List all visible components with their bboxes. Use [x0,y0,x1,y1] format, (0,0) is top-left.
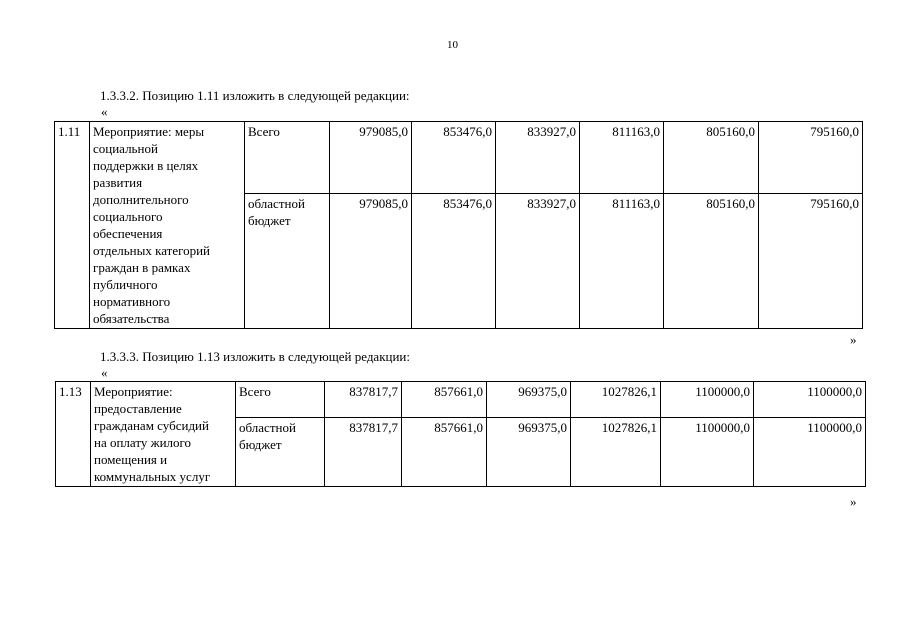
funding-source-budget [245,193,330,329]
budget-value: 833927,0 [496,193,580,329]
event-line: дополнительного [93,192,189,207]
event-line: предоставление [94,401,182,416]
budget-value: 1027826,1 [571,418,661,487]
budget-value: 857661,0 [402,418,487,487]
position-code: 1.11 [55,122,90,329]
event-line: социального [93,209,163,224]
event-line: гражданам субсидий [94,418,209,433]
event-line: поддержки в целях [93,158,199,173]
table-row [56,382,866,418]
event-line: обеспечения [93,226,163,241]
funding-source-total: Всего [236,382,325,418]
event-line: социальной [93,141,158,156]
total-value: 969375,0 [487,382,571,418]
closing-quote: » [850,494,857,509]
table-row [55,122,863,194]
budget-label-line: областной [239,420,296,436]
budget-value: 1100000,0 [661,418,754,487]
total-value: 805160,0 [664,122,759,194]
event-description [91,382,236,487]
total-value: 1027826,1 [571,382,661,418]
event-line: граждан в рамках [93,260,191,275]
budget-label-line: бюджет [248,212,291,228]
event-description [90,122,245,329]
event-line: нормативного [93,294,171,309]
total-value: 857661,0 [402,382,487,418]
budget-label-line: областной [248,195,305,211]
position-table-1-13 [55,381,866,487]
event-line: Мероприятие: меры [93,124,205,139]
opening-quote: « [101,365,108,380]
event-line: помещения и [94,452,168,467]
total-value: 979085,0 [330,122,412,194]
total-value: 837817,7 [325,382,402,418]
budget-value: 795160,0 [759,193,863,329]
budget-value: 805160,0 [664,193,759,329]
event-line: обязательства [93,311,170,326]
budget-value: 1100000,0 [754,418,866,487]
event-line: на оплату жилого [94,435,192,450]
budget-value: 837817,7 [325,418,402,487]
event-line: публичного [93,277,158,292]
event-line: коммунальных услуг [94,469,211,484]
total-value: 1100000,0 [661,382,754,418]
total-value: 853476,0 [412,122,496,194]
section-heading: 1.3.3.2. Позицию 1.11 изложить в следующей редакции: [100,88,410,103]
budget-value: 853476,0 [412,193,496,329]
funding-source-budget [236,418,325,487]
event-line: отдельных категорий [93,243,211,258]
position-table-1-11 [54,121,863,329]
closing-quote: » [850,332,857,347]
total-value: 811163,0 [580,122,664,194]
section-heading: 1.3.3.3. Позицию 1.13 изложить в следующей редакции: [100,349,411,364]
total-value: 833927,0 [496,122,580,194]
page-number: 10 [447,39,458,51]
position-code: 1.13 [56,382,91,487]
budget-label-line: бюджет [239,437,282,453]
budget-value: 979085,0 [330,193,412,329]
event-line: развития [93,175,143,190]
funding-source-total: Всего [245,122,330,194]
total-value: 1100000,0 [754,382,866,418]
budget-value: 811163,0 [580,193,664,329]
event-line: Мероприятие: [94,384,173,399]
total-value: 795160,0 [759,122,863,194]
budget-value: 969375,0 [487,418,571,487]
opening-quote: « [101,104,108,119]
